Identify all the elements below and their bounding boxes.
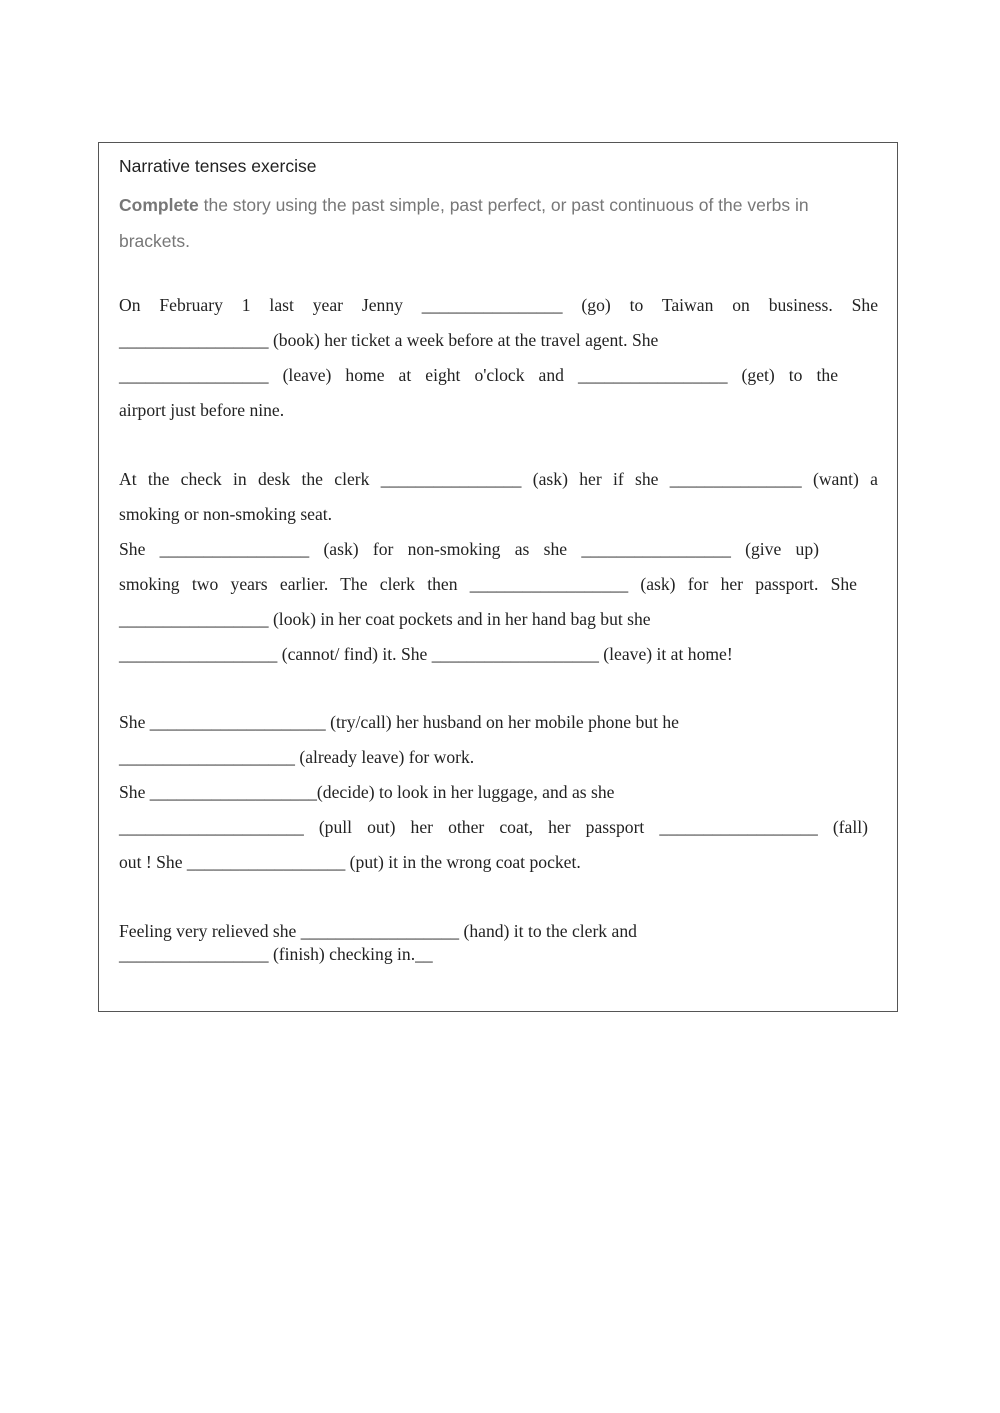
story-line: She _________________ (ask) for non-smoking as she _________________ (give up) xyxy=(119,539,819,559)
story-line: At the check in desk the clerk ________________ (ask) her if she _______________ (want) a xyxy=(119,469,878,489)
story-line: On February 1 last year Jenny ________________ (go) to Taiwan on business. She xyxy=(119,295,878,315)
story-line: _________________ (finish) checking in.__ xyxy=(119,944,433,964)
story-line: She ____________________ (try/call) her husband on her mobile phone but he xyxy=(119,712,679,732)
story-line: She ___________________(decide) to look in her luggage, and as she xyxy=(119,782,615,802)
worksheet-frame xyxy=(98,142,898,1012)
story-line: smoking two years earlier. The clerk then __________________ (ask) for her passport. She xyxy=(119,574,857,594)
story-line: Feeling very relieved she __________________ (hand) it to the clerk and xyxy=(119,921,637,941)
instruction-text xyxy=(119,187,879,259)
story-line: ____________________ (already leave) for work. xyxy=(119,747,475,767)
story-line: airport just before nine. xyxy=(119,400,285,420)
instruction-bold: Complete xyxy=(119,195,199,215)
story-line: _________________ (leave) home at eight o'clock and _________________ (get) to the xyxy=(119,365,838,385)
instruction-rest: the story using the past simple, past perfect, or past continuous of the verbs in brackets. xyxy=(119,195,809,251)
story-line: smoking or non-smoking seat. xyxy=(119,504,333,524)
story-line: _________________ (look) in her coat pockets and in her hand bag but she xyxy=(119,609,651,629)
story-line: out ! She __________________ (put) it in the wrong coat pocket. xyxy=(119,852,581,872)
worksheet-title: Narrative tenses exercise xyxy=(119,156,317,176)
story-line: _____________________ (pull out) her other coat, her passport __________________ (fall) xyxy=(119,817,868,837)
story-line: _________________ (book) her ticket a week before at the travel agent. She xyxy=(119,330,659,350)
story-line: __________________ (cannot/ find) it. She ___________________ (leave) it at home! xyxy=(119,644,733,664)
